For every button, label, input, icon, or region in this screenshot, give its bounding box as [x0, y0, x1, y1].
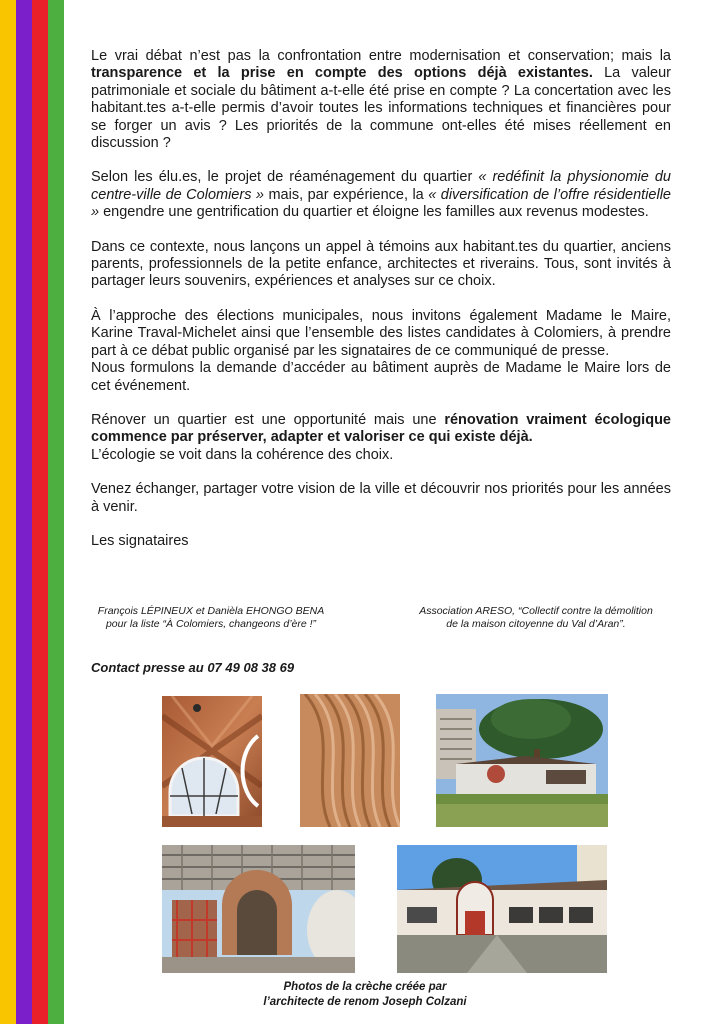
paragraph-5 — [91, 412, 671, 464]
caption-line: l’architecte de renom Joseph Colzani — [263, 996, 467, 1008]
article-body — [91, 48, 671, 567]
paragraph-1 — [91, 48, 671, 152]
photo-wood-slats — [300, 694, 400, 827]
signatory-list: pour la liste “À Colomiers, changeons d’ère !” — [105, 618, 317, 630]
signatory-org: de la maison citoyenne du Val d’Aran”. — [446, 618, 626, 630]
text: Le vrai débat n’est pas la confrontation entre modernisation et conservation; mais la — [91, 48, 671, 64]
signatory-name: Association ARESO, “Collectif contre la démolition — [419, 605, 653, 617]
paragraph-4b: Nous formulons la demande d’accéder au bâtiment auprès de Madame le Maire lors de cet événement. — [91, 360, 671, 394]
paragraph-6: Venez échanger, partager votre vision de la ville et découvrir nos priorités pour les années à venir. — [91, 481, 671, 515]
stripe-red — [32, 0, 48, 1024]
press-contact: Contact presse au 07 49 08 38 69 — [91, 660, 295, 675]
signatory-name: François LÉPINEUX et Danièla EHONGO BENA — [97, 605, 325, 617]
signatory-right — [401, 605, 671, 631]
signatories-heading: Les signataires — [91, 532, 189, 549]
text: engendre une gentrification du quartier et éloigne les familles aux revenus modestes. — [99, 204, 649, 221]
photo-building-tree — [436, 694, 608, 827]
paragraph-2 — [91, 169, 671, 221]
signatories — [91, 605, 671, 631]
caption-line: Photos de la crèche créée par — [283, 981, 447, 993]
text: La valeur patrimoniale et sociale du bâtiment a-t-elle été prise en compte ? La concertation avec les habitant.tes a-t-elle permis d’avoir toutes les informations techniques et financières pour se forger un avis ? Les priorités de la commune ont-elles été mises réellement en discussion ? — [91, 65, 672, 152]
text: Selon les élu.es, le projet de réaménagement du quartier — [91, 169, 479, 186]
quote: « diversification de l’offre résidentielle » — [91, 186, 671, 221]
photo-building-exterior — [397, 845, 607, 973]
photo-construction — [162, 845, 355, 973]
bold-text: transparence et la prise en compte des options déjà existantes. — [91, 65, 593, 82]
stripe-purple — [16, 0, 32, 1024]
text: Rénover un quartier est une opportunité mais une — [91, 411, 445, 428]
bold-text: rénovation vraiment écologique commence par préserver, adapter et valoriser ce qui existe déjà. — [91, 411, 671, 446]
photo-vaulted-ceiling — [162, 696, 262, 827]
text: L’écologie se voit dans la cohérence des choix. — [91, 446, 394, 463]
quote: « redéfinit la physionomie du centre-ville de Colomiers » — [91, 169, 672, 203]
photo-caption — [230, 980, 500, 1010]
paragraph-3: Dans ce contexte, nous lançons un appel à témoins aux habitant.tes du quartier, anciens parents, professionnels de la petite enfance, architectes et riverains. Tous, sont invités à partager leurs souvenirs, expériences et analyses sur ce choix. — [91, 238, 671, 290]
text: mais, par expérience, la — [264, 186, 429, 203]
stripe-yellow — [0, 0, 16, 1024]
signatory-left — [91, 605, 331, 631]
color-stripes — [0, 0, 64, 1024]
stripe-green — [48, 0, 64, 1024]
paragraph-4a: À l’approche des élections municipales, nous invitons également Madame le Maire, Karine Traval-Michelet ainsi que l’ensemble des listes candidates à Colomiers, à prendre part à ce débat public organisé par les signataires de ce communiqué de presse. — [91, 307, 671, 359]
